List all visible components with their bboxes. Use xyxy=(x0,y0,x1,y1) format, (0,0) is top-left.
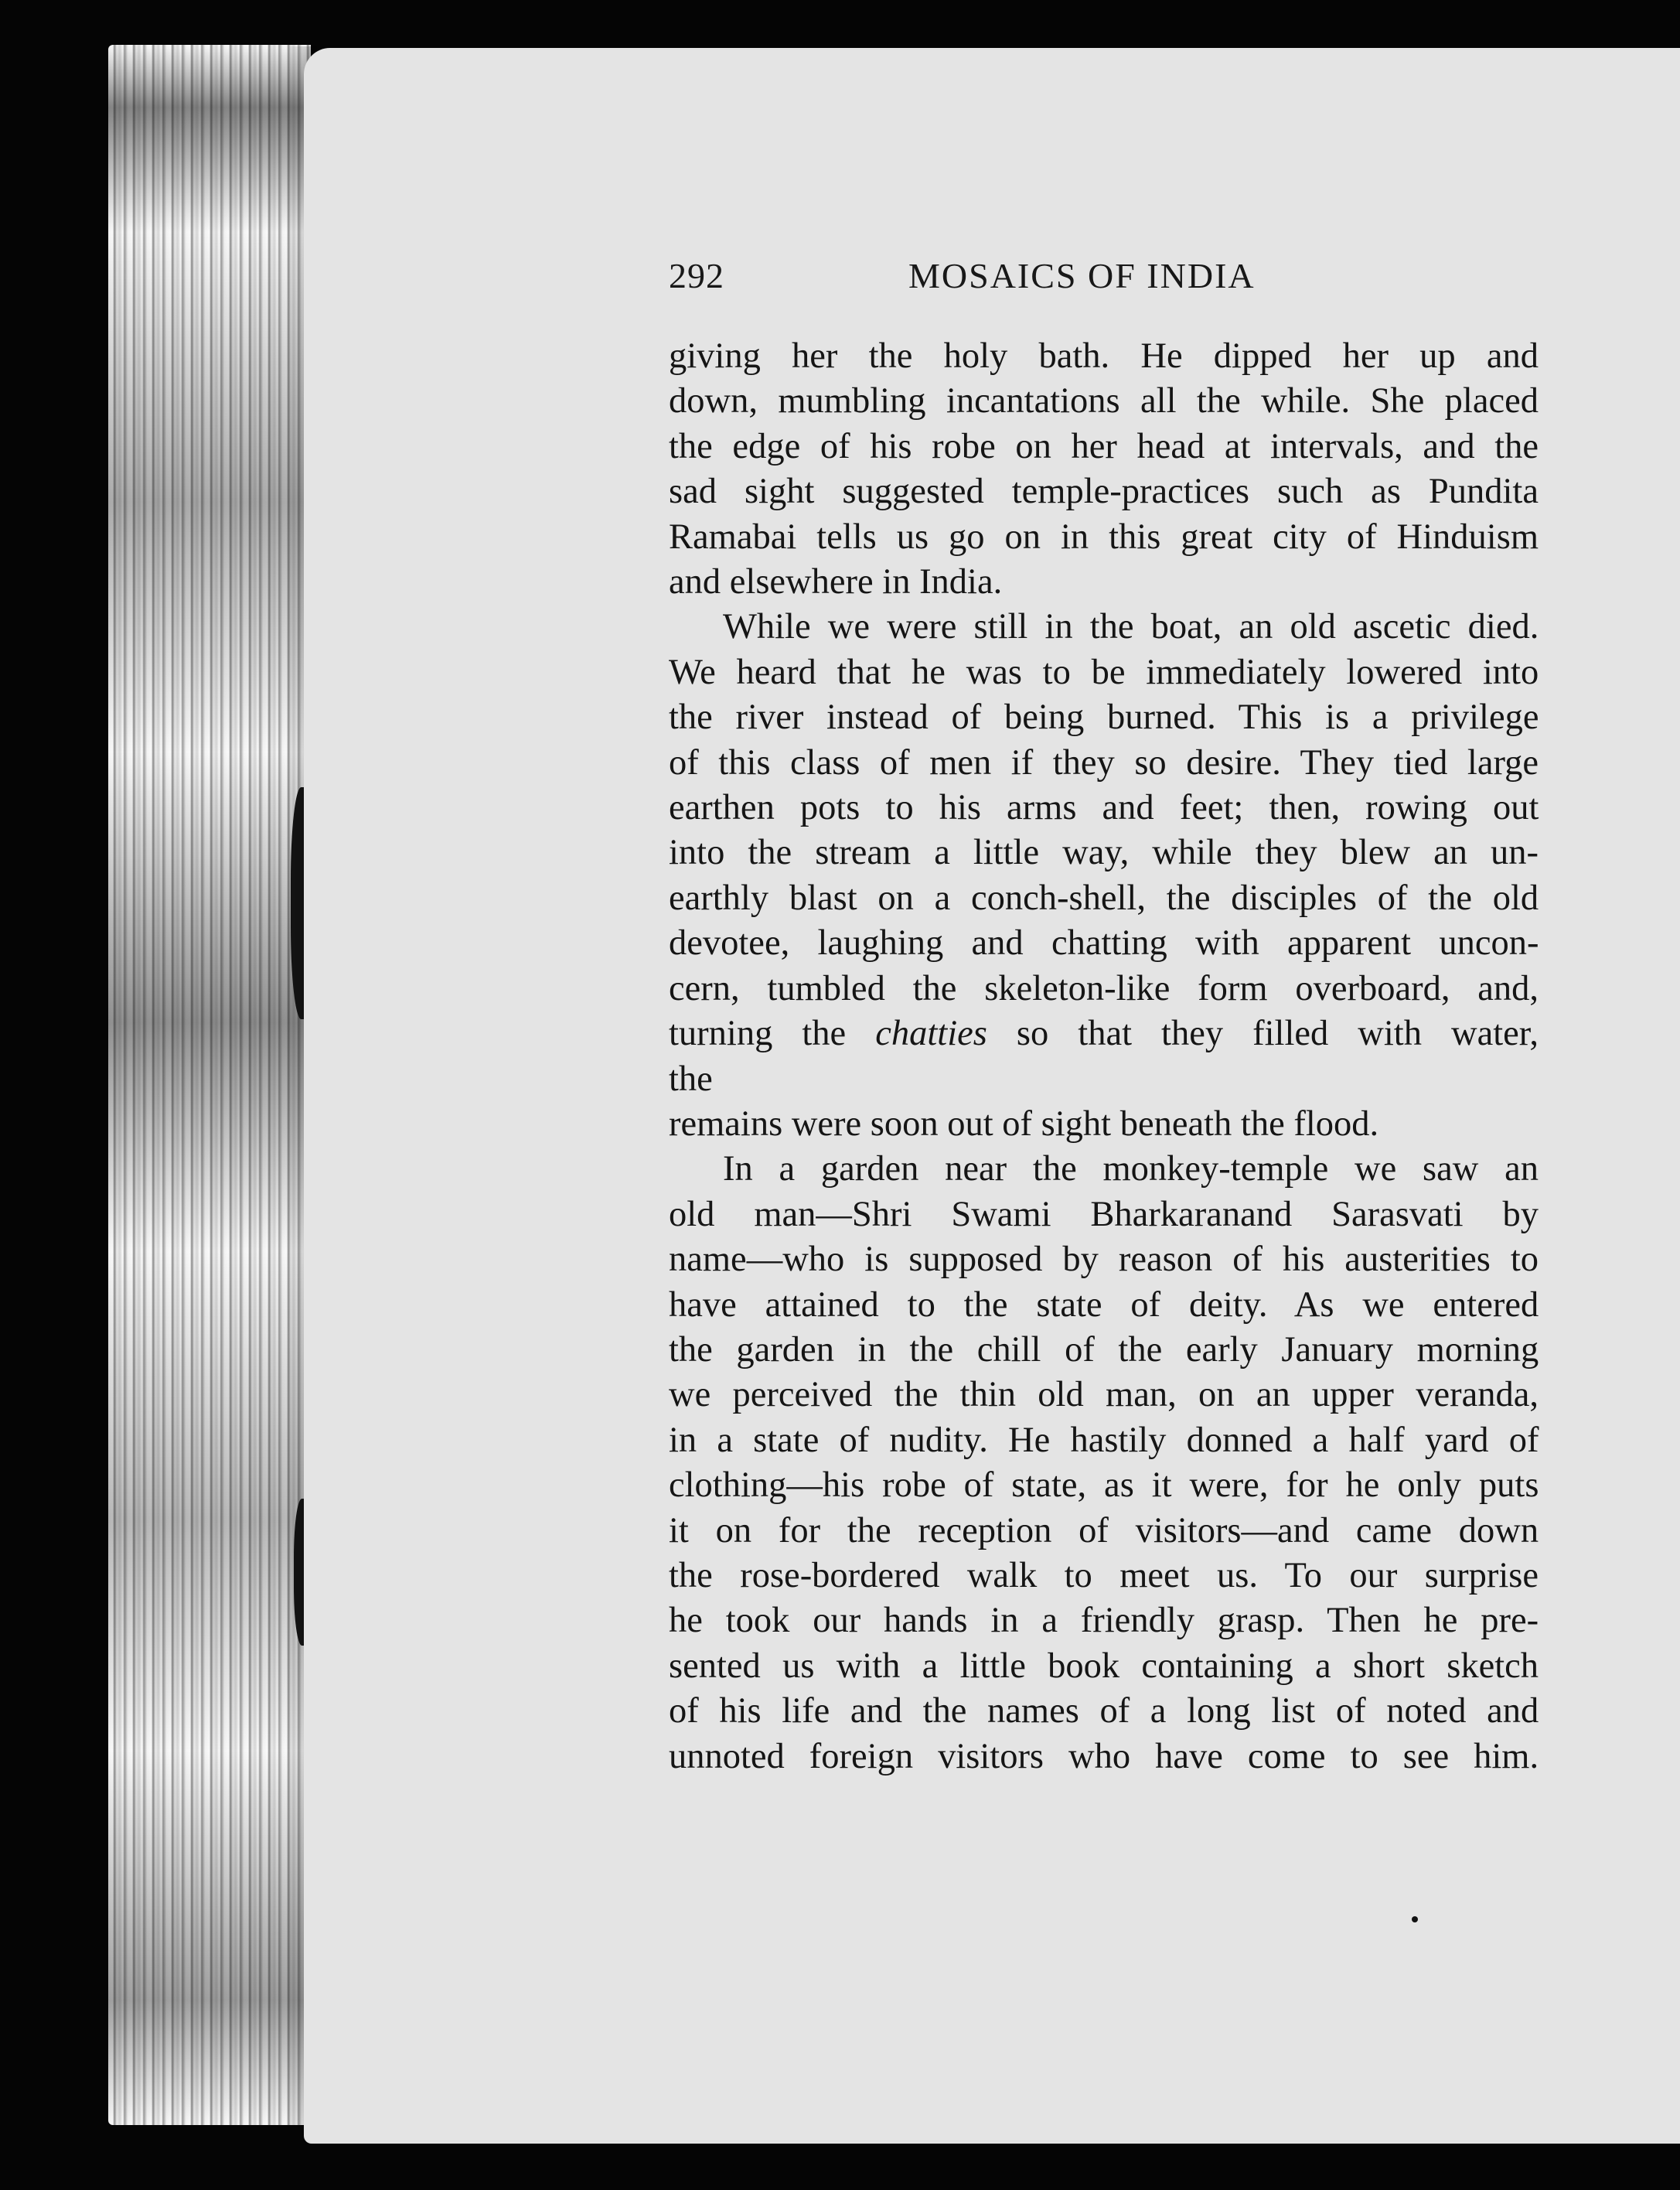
text-line: earthen pots to his arms and feet; then, rowing out xyxy=(669,788,1539,828)
text-line: unnoted foreign visitors who have come to see him. xyxy=(669,1736,1539,1776)
text-line: old man—Shri Swami Bharkaranand Sarasvati by xyxy=(669,1194,1539,1234)
text-line: We heard that he was to be immediately lowered into xyxy=(669,652,1539,692)
text-line: the rose-bordered walk to meet us. To our surprise xyxy=(669,1555,1539,1595)
text-line: name—who is supposed by reason of his austerities to xyxy=(669,1240,1539,1280)
text-line-with-italic xyxy=(669,1011,1539,1102)
text-line: he took our hands in a friendly grasp. Then he pre- xyxy=(669,1601,1539,1641)
text-line: While we were still in the boat, an old ascetic died. xyxy=(723,607,1539,647)
paragraph xyxy=(669,1147,1539,1779)
text-fragment: so that they filled with water, the xyxy=(669,1014,1539,1099)
text-line: In a garden near the monkey-temple we saw an xyxy=(723,1149,1539,1189)
book-page-edges xyxy=(108,45,311,2125)
running-head xyxy=(669,255,1542,302)
dust-speck xyxy=(1412,1916,1418,1922)
text-line: clothing—his robe of state, as it were, for he only puts xyxy=(669,1465,1539,1506)
text-line: of his life and the names of a long list of noted and xyxy=(669,1691,1539,1731)
text-line: down, mumbling incantations all the while. She placed xyxy=(669,381,1539,421)
text-line: sad sight suggested temple-practices such as Pundita xyxy=(669,472,1539,512)
text-line: and elsewhere in India. xyxy=(669,562,1003,602)
text-line: the river instead of being burned. This is a privilege xyxy=(669,698,1539,738)
text-line: in a state of nudity. He hastily donned a half yard of xyxy=(669,1420,1539,1460)
text-line: Ramabai tells us go on in this great city of Hinduism xyxy=(669,517,1539,557)
text-line: cern, tumbled the skeleton-like form overboard, and, xyxy=(669,968,1539,1008)
text-line: sented us with a little book containing a short sketch xyxy=(669,1646,1539,1686)
text-line: we perceived the thin old man, on an upper veranda, xyxy=(669,1375,1539,1415)
paragraph xyxy=(669,605,1539,1147)
text-line: the garden in the chill of the early January morning xyxy=(669,1329,1539,1370)
running-title: MOSAICS OF INDIA xyxy=(908,256,1256,295)
text-line: of this class of men if they so desire. They tied large xyxy=(669,742,1539,783)
text-line: remains were soon out of sight beneath the flood. xyxy=(669,1104,1379,1144)
text-line: devotee, laughing and chatting with apparent uncon- xyxy=(669,923,1539,964)
paragraph xyxy=(669,334,1539,605)
body-text xyxy=(669,334,1539,1779)
text-line: it on for the reception of visitors—and came down xyxy=(669,1510,1539,1550)
text-line: the edge of his robe on her head at intervals, and the xyxy=(669,426,1539,466)
italic-word: chatties xyxy=(875,1014,987,1054)
page-number: 292 xyxy=(669,256,724,295)
text-line: giving her the holy bath. He dipped her up and xyxy=(669,336,1539,376)
text-line: into the stream a little way, while they blew an un- xyxy=(669,833,1539,873)
text-fragment: turning the xyxy=(669,1014,847,1054)
text-line: earthly blast on a conch-shell, the disciples of the old xyxy=(669,878,1539,918)
text-line: have attained to the state of deity. As we entered xyxy=(669,1284,1539,1325)
